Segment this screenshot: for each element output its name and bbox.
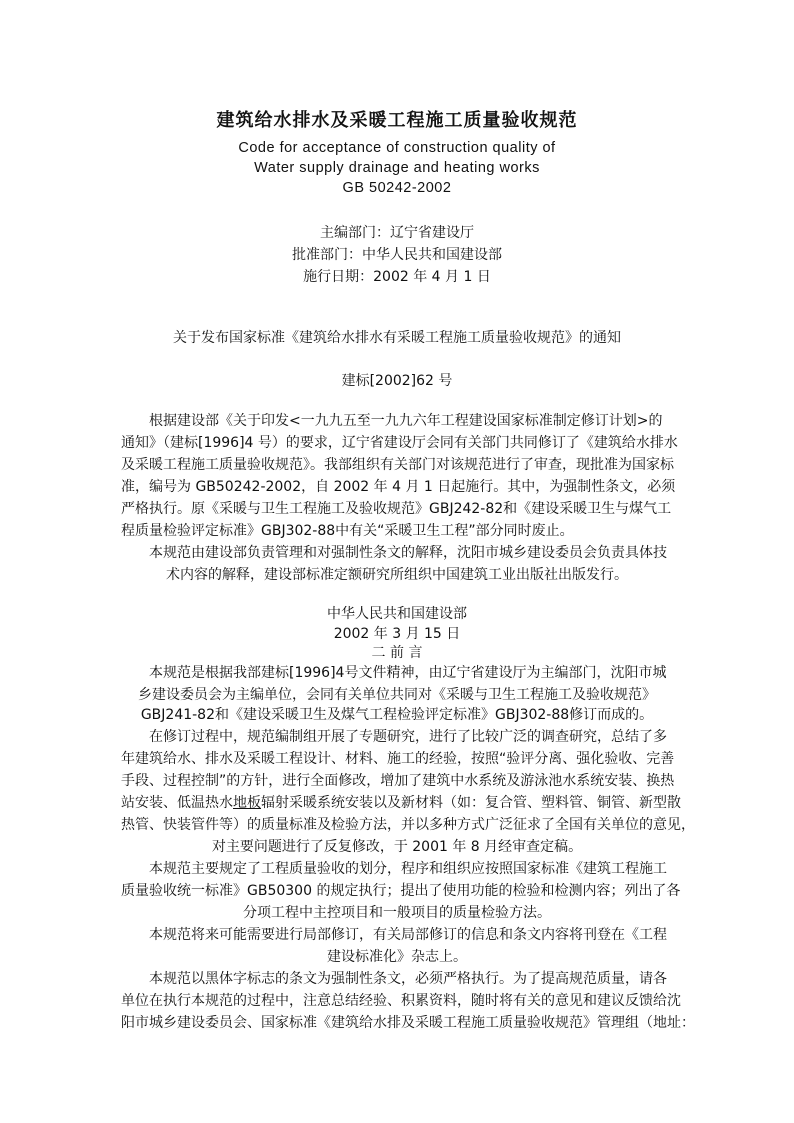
preface-heading: 二 前 言 xyxy=(371,645,423,661)
notice-number: 建标[2002]62 号 xyxy=(341,373,453,389)
preface-p2-line-2: 年建筑给水、排水及采暖工程设计、材料、施工的经验，按照“验评分离、强化验收、完善 xyxy=(121,751,675,767)
notice-p1-line-1: 根据建设部《关于印发<一九九五至一九九六年工程建设国家标准制定修订计划>的 xyxy=(149,413,663,429)
notice-p1-line-2: 通知》（建标[1996]4 号）的要求，辽宁省建设厅会同有关部门共同修订了《建筑给水排水 xyxy=(121,435,678,451)
preface-p2-line-1: 在修订过程中，规范编制组开展了专题研究，进行了比较广泛的调查研究，总结了多 xyxy=(149,729,667,745)
notice-signer: 中华人民共和国建设部 xyxy=(327,606,467,622)
preface-p4-line-1: 本规范将来可能需要进行局部修订，有关局部修订的信息和条文内容将刊登在《工程 xyxy=(149,927,667,943)
preface-p3-line-2: 质量验收统一标准》GB50300 的规定执行；提出了使用功能的检验和检测内容；列出了各 xyxy=(121,883,681,899)
document-title: 建筑给水排水及采暖工程施工质量验收规范 xyxy=(216,110,578,131)
preface-p5-line-3: 阳市城乡建设委员会、国家标准《建筑给水排及采暖工程施工质量验收规范》管理组（地址： xyxy=(121,1015,695,1031)
preface-p4-line-2: 建设标准化》杂志上。 xyxy=(327,949,467,965)
preface-p3-line-1: 本规范主要规定了工程质量验收的划分，程序和组织应按照国家标准《建筑工程施工 xyxy=(149,861,667,877)
notice-p1-line-3: 及采暖工程施工质量验收规范》。我部组织有关部门对该规范进行了审查，现批准为国家标 xyxy=(121,457,674,473)
preface-p5-line-2: 单位在执行本规范的过程中，注意总结经验、积累资料，随时将有关的意见和建议反馈给沈 xyxy=(121,993,681,1009)
preface-p2-line-5: 热管、快装管件等）的质量标准及检验方法，并以多种方式广泛征求了全国有关单位的意见， xyxy=(121,817,695,833)
preface-p5-line-1: 本规范以黑体字标志的条文为强制性条文，必须严格执行。为了提高规范质量，请各 xyxy=(149,971,667,987)
notice-p2-line-2: 术内容的解释，建设部标准定额研究所组织中国建筑工业出版社出版发行。 xyxy=(166,567,628,583)
english-title-line-2: Water supply drainage and heating works xyxy=(254,160,540,176)
notice-title: 关于发布国家标准《建筑给水排水有采暖工程施工质量验收规范》的通知 xyxy=(173,330,621,346)
preface-p2-line-4: 站安装、低温热水地板辐射采暖系统安装以及新材料（如：复合管、塑料管、铜管、新型散 xyxy=(121,795,681,811)
preface-p2-line-3: 手段、过程控制”的方针，进行全面修改，增加了建筑中水系统及游泳池水系统安装、换热 xyxy=(121,773,675,789)
preface-p1-line-1: 本规范是根据我部建标[1996]4号文件精神，由辽宁省建设厅为主编部门，沈阳市城 xyxy=(149,665,667,681)
standard-code: GB 50242-2002 xyxy=(342,180,452,196)
approval-department: 批准部门：中华人民共和国建设部 xyxy=(292,247,502,263)
notice-p2-line-1: 本规范由建设部负责管理和对强制性条文的解释，沈阳市城乡建设委员会负责具体技 xyxy=(149,545,667,561)
notice-p1-line-5: 严格执行。原《采暖与卫生工程施工及验收规范》GBJ242-82和《建设采暖卫生与煤气工 xyxy=(121,501,672,517)
notice-p1-line-6: 程质量检验评定标准》GBJ302-88中有关“采暖卫生工程”部分同时废止。 xyxy=(121,523,574,539)
editor-department: 主编部门：辽宁省建设厅 xyxy=(320,225,474,241)
effective-date: 施行日期：2002 年 4 月 1 日 xyxy=(303,269,491,285)
notice-p1-line-4: 准，编号为 GB50242-2002，自 2002 年 4 月 1 日起施行。其中，为强制性条文，必须 xyxy=(121,479,676,495)
preface-p3-line-3: 分项工程中主控项目和一般项目的质量检验方法。 xyxy=(243,905,551,921)
english-title-line-1: Code for acceptance of construction quality of xyxy=(238,140,556,156)
preface-p2-line-6: 对主要问题进行了反复修改，于 2001 年 8 月经审查定稿。 xyxy=(211,839,583,855)
notice-sign-date: 2002 年 3 月 15 日 xyxy=(333,626,461,642)
preface-p1-line-2: 乡建设委员会为主编单位，会同有关单位共同对《采暖与卫生工程施工及验收规范》 xyxy=(138,687,656,703)
preface-p1-line-3: GBJ241-82和《建设采暖卫生及煤气工程检验评定标准》GBJ302-88修订而成的。 xyxy=(140,707,654,723)
underlined-term: 地板 xyxy=(233,795,261,811)
